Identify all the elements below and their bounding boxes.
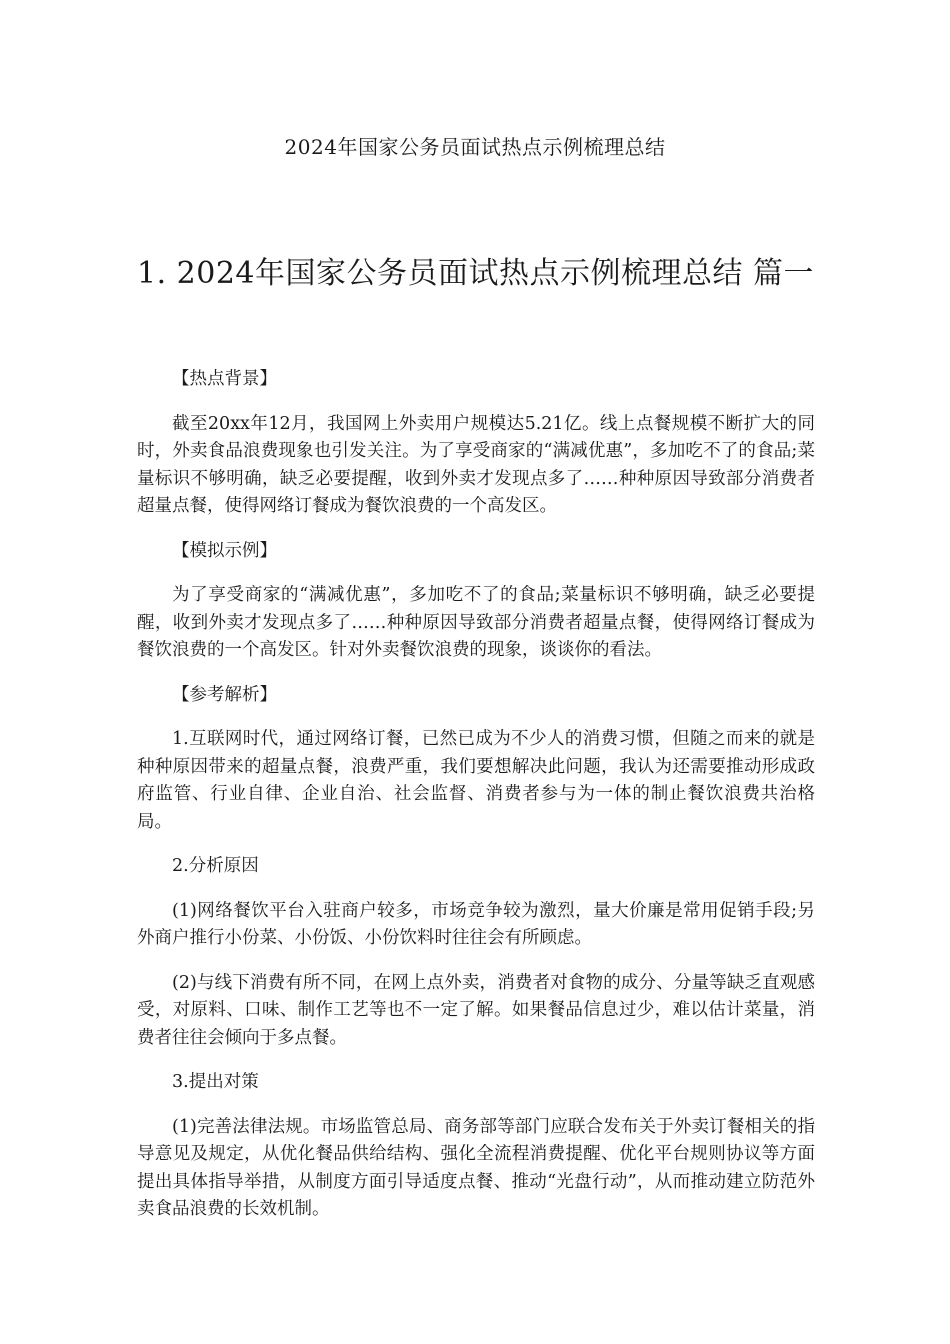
label-mock-example: 【模拟示例】 bbox=[172, 540, 277, 561]
paragraph-analysis-1: 1.互联网时代，通过网络订餐，已然已成为不少人的消费习惯，但随之而来的就是种种原因带来的超量点餐，浪费严重，我们要想解决此问题，我认为还需要推动形成政府监管、行业自律、企业自治、社会监督、消费者参与为一体的制止餐饮浪费共治格局。 bbox=[137, 729, 815, 832]
paragraph-background: 截至20xx年12月，我国网上外卖用户规模达5.21亿。线上点餐规模不断扩大的同时，外卖食品浪费现象也引发关注。为了享受商家的“满减优惠”，多加吃不了的食品;菜量标识不够明确，缺乏必要提醒，收到外卖才发现点多了……种种原因导致部分消费者超量点餐，使得网络订餐成为餐饮浪费的一个高发区。 bbox=[137, 413, 815, 516]
paragraph-reason-2: (2)与线下消费有所不同，在网上点外卖，消费者对食物的成分、分量等缺乏直观感受，对原料、口味、制作工艺等也不一定了解。如果餐品信息过少，难以估计菜量，消费者往往会倾向于多点餐。 bbox=[137, 972, 815, 1048]
paragraph-measure-1: (1)完善法律法规。市场监管总局、商务部等部门应联合发布关于外卖订餐相关的指导意见及规定，从优化餐品供给结构、强化全流程消费提醒、优化平台规则协议等方面提出具体指导举措，从制度方面引导适度点餐、推动“光盘行动”，从而推动建立防范外卖食品浪费的长效机制。 bbox=[137, 1116, 815, 1219]
document-title: 2024年国家公务员面试热点示例梳理总结 bbox=[284, 135, 666, 159]
label-reference-analysis: 【参考解析】 bbox=[172, 684, 277, 705]
section-heading: 1. 2024年国家公务员面试热点示例梳理总结 篇一 bbox=[137, 256, 815, 291]
paragraph-analysis-3-heading: 3.提出对策 bbox=[172, 1072, 259, 1092]
label-hotspot-background: 【热点背景】 bbox=[172, 369, 277, 389]
paragraph-analysis-2-heading: 2.分析原因 bbox=[172, 856, 259, 876]
document-body bbox=[137, 366, 815, 1241]
paragraph-reason-1: (1)网络餐饮平台入驻商户较多，市场竞争较为激烈，量大价廉是常用促销手段;另外商户推行小份菜、小份饭、小份饮料时往往会有所顾虑。 bbox=[137, 900, 815, 948]
paragraph-mock-example: 为了享受商家的“满减优惠”，多加吃不了的食品;菜量标识不够明确，缺乏必要提醒，收到外卖才发现点多了……种种原因导致部分消费者超量点餐，使得网络订餐成为餐饮浪费的一个高发区。针对外卖餐饮浪费的现象，谈谈你的看法。 bbox=[137, 585, 815, 660]
